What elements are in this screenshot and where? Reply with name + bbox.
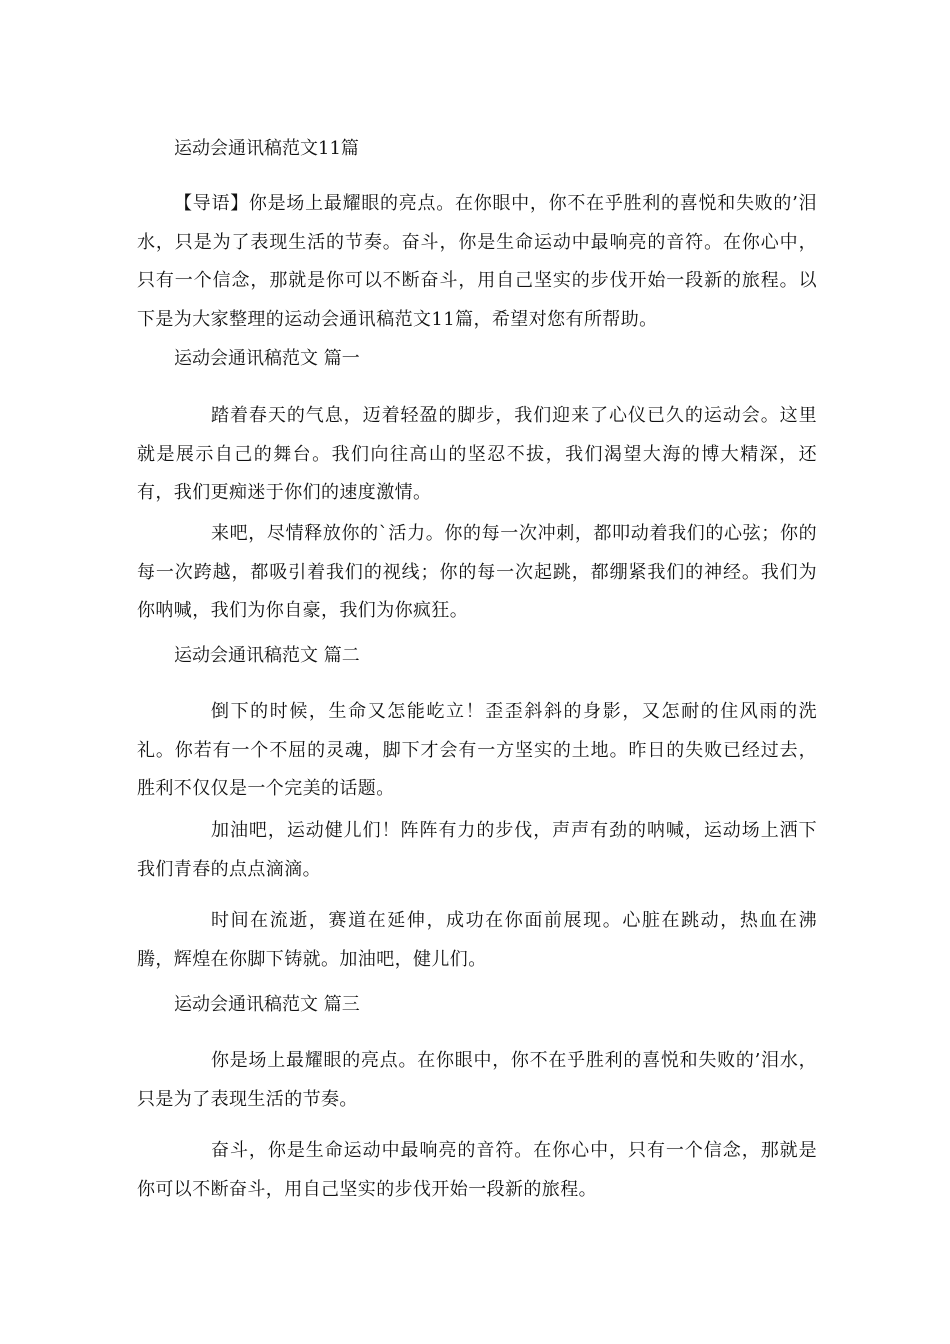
section-1-paragraph-1: 踏着春天的气息，迈着轻盈的脚步，我们迎来了心仪已久的运动会。这里就是展示自己的舞台。我们向往高山的坚忍不拔，我们渴望大海的博大精深，还有，我们更痴迷于你们的速度激情。 <box>137 405 817 503</box>
intro-paragraph: 【导语】你是场上最耀眼的亮点。在你眼中，你不在乎胜利的喜悦和失败的’泪水，只是为了表现生活的节奏。奋斗，你是生命运动中最响亮的音符。在你心中，只有一个信念，那就是你可以不断奋斗，用自己坚实的步伐开始一段新的旅程。以下是为大家整理的运动会通讯稿范文11篇，希望对您有所帮助。 <box>137 193 817 330</box>
section-heading-2: 运动会通讯稿范文 篇二 <box>174 645 360 666</box>
section-2-paragraph-3: 时间在流逝，赛道在延伸，成功在你面前展现。心脏在跳动，热血在沸腾，辉煌在你脚下铸就。加油吧，健儿们。 <box>137 910 817 970</box>
section-2-paragraph-2: 加油吧，运动健儿们！阵阵有力的步伐，声声有劲的呐喊，运动场上洒下我们青春的点点滴滴。 <box>137 820 817 880</box>
section-heading-1: 运动会通讯稿范文 篇一 <box>174 348 360 369</box>
section-heading-3: 运动会通讯稿范文 篇三 <box>174 994 360 1015</box>
section-3-paragraph-1: 你是场上最耀眼的亮点。在你眼中，你不在乎胜利的喜悦和失败的’泪水，只是为了表现生活的节奏。 <box>137 1050 817 1110</box>
section-1-paragraph-2: 来吧，尽情释放你的`活力。你的每一次冲刺，都叩动着我们的心弦；你的每一次跨越，都吸引着我们的视线；你的每一次起跳，都绷紧我们的神经。我们为你呐喊，我们为你自豪，我们为你疯狂。 <box>137 523 817 621</box>
section-3-paragraph-2: 奋斗，你是生命运动中最响亮的音符。在你心中，只有一个信念，那就是你可以不断奋斗，用自己坚实的步伐开始一段新的旅程。 <box>137 1140 817 1200</box>
document-title: 运动会通讯稿范文11篇 <box>174 138 359 159</box>
section-2-paragraph-1: 倒下的时候，生命又怎能屹立！歪歪斜斜的身影，又怎耐的住风雨的洗礼。你若有一个不屈的灵魂，脚下才会有一方坚实的土地。昨日的失败已经过去，胜利不仅仅是一个完美的话题。 <box>137 701 817 799</box>
